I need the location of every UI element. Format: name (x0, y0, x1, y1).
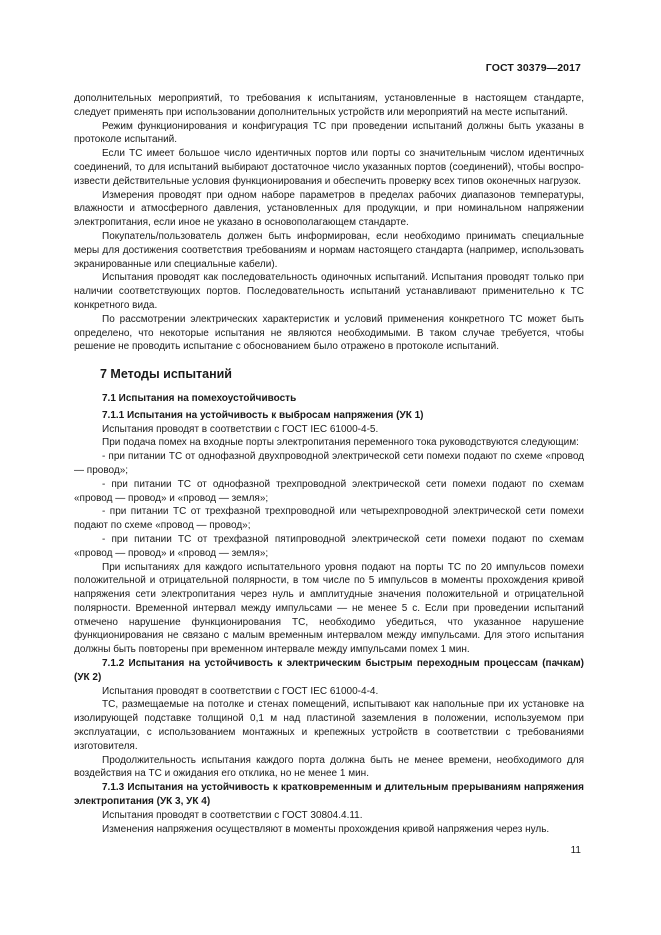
clause-heading: 7.1.3 Испытания на устойчивость к кратковременным и длительным прерываниям напряжения электропитания (УК 3, УК 4) (74, 782, 584, 808)
paragraph: При испытаниях для каждого испытательного уровня подают на порты ТС по 20 импульсов помехи положительной и отрицательной полярности, в том числе по 5 импульсов в моменты прохождения кривой напряжения сети электропитания через нуль и амплитудные значения положительной и отрицательной полярности. Временной интервал между импульсами — не менее 5 с. Если при проведении испытаний отмечено нарушение функционирования ТС, необходимо убедиться, что указанное нарушение функционирования не связано с малым временным интервалом между импульсами. Для этого испытания должны быть повторены при временном интервале между импульсами помех 1 мин. (74, 561, 584, 656)
section-heading: 7 Методы испытаний (100, 367, 232, 382)
paragraph: Испытания проводят в соответствии с ГОСТ 30804.4.11. (102, 809, 363, 821)
paragraph: Покупатель/пользователь должен быть информирован, если необходимо принимать специальные меры для достижения соответствия требованиям и нормам настоящего стандарта (например, использовать экранированные или специальные кабели). (74, 230, 584, 270)
paragraph: дополнительных мероприятий, то требования к испытаниям, установленные в настоящем стандарте, следует применять при использовании дополнительных устройств или мероприятий на месте испытаний. (74, 93, 584, 118)
paragraph: Испытания проводят в соответствии с ГОСТ IEC 61000-4-4. (102, 685, 379, 697)
paragraph: При подача помех на входные порты электропитания переменного тока руководствуются следующим: (102, 437, 579, 449)
paragraph: Если ТС имеет большое число идентичных портов или порты со значительным числом идентичных соединений, то для испытаний выбирают достаточное число указанных портов (соединений), чтобы воспроизвести действительные условия функционирования и обеспечить проверку всех типов оконечных нагрузок. (74, 148, 584, 187)
paragraph: Измерения проводят при одном наборе параметров в пределах рабочих диапазонов температуры, влажности и атмосферного давления, установленных для продукции, и при номинальном напряжении электропитания, если иное не указано в основополагающем стандарте. (74, 189, 584, 229)
paragraph: Испытания проводят как последовательность одиночных испытаний. Испытания проводят только при наличии соответствующих портов. Последовательность испытаний устанавливают применительно к ТС конкретного вида. (74, 272, 584, 311)
paragraph: Испытания проводят в соответствии с ГОСТ IEC 61000-4-5. (102, 423, 379, 435)
paragraph: Изменения напряжения осуществляют в моменты прохождения кривой напряжения через нуль. (102, 823, 550, 835)
document-body (74, 92, 584, 836)
paragraph: Режим функционирования и конфигурация ТС при проведении испытаний должны быть указаны в протоколе испытаний. (74, 120, 584, 146)
list-item: - при питании ТС от однофазной двухпроводной электрической сети помехи подают по схеме «провод — провод»; (74, 451, 584, 476)
list-item: - при питании ТС от однофазной трехпроводной электрической сети помехи подают по схемам «провод — провод» и «провод — земля»; (74, 478, 584, 504)
clause-heading: 7.1.2 Испытания на устойчивость к электрическим быстрым переходным процессам (пачкам) (УК 2) (74, 658, 584, 683)
list-item: - при питании ТС от трехфазной трехпроводной или четырехпроводной электрической сети помехи подают по схеме «провод — провод»; (74, 506, 584, 532)
list-item: - при питании ТС от трехфазной пятипроводной электрической сети помехи подают по схемам «провод — провод» и «провод — земля»; (74, 533, 584, 559)
subsection-heading: 7.1 Испытания на помехоустойчивость (102, 392, 297, 404)
paragraph: ТС, размещаемые на потолке и стенах помещений, испытывают как напольные при их установке на изолирующей подставке толщиной 0,1 м над пластиной заземления в положении, используемом при эксплуатации, с использованием монтажных и крепежных устройств в соответствии с требованиями изготовителя. (74, 699, 584, 752)
clause-heading: 7.1.1 Испытания на устойчивость к выбросам напряжения (УК 1) (102, 409, 424, 421)
paragraph: По рассмотрении электрических характеристик и условий применения конкретного ТС может быть определено, что некоторые испытания не являются необходимыми. В таком случае требуется, чтобы решение не проводить испытание с обоснованием было отражено в протоколе испытаний. (74, 313, 584, 353)
page-number: 11 (570, 845, 581, 856)
document-header-id: ГОСТ 30379—2017 (485, 62, 581, 74)
paragraph: Продолжительность испытания каждого порта должна быть не менее времени, необходимого для воздействия на ТС и ожидания его отклика, но не менее 1 мин. (74, 754, 584, 780)
